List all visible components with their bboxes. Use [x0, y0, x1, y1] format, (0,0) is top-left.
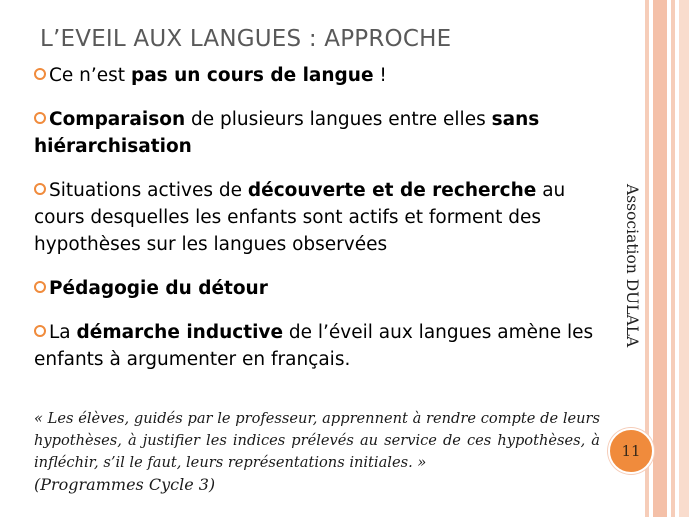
bullet-text-bold: découverte et de recherche [247, 180, 537, 201]
quote-text: « Les élèves, guidés par le professeur, apprennent à rendre compte de leurs hypothèses, à justifier les indices prélevés au service de ces hypothèses, à infléchir, s’il le faut, leurs représentations initiales. » [34, 410, 600, 471]
bullet-text-bold: Pédagogie du détour [49, 278, 268, 299]
bullet-item [34, 62, 604, 89]
circle-bullet-icon [34, 68, 46, 80]
circle-bullet-icon [34, 183, 46, 195]
quote-source: (Programmes Cycle 3) [34, 475, 216, 494]
bullet-text: Ce n’est [49, 65, 131, 86]
bullet-text: au cours desquelles les enfants sont actifs et forment des hypothèses sur les langues observées [34, 180, 566, 255]
bullet-item [34, 177, 604, 258]
slide-title: L’EVEIL AUX LANGUES : APPROCHE [40, 26, 452, 52]
bullet-text: ! [373, 65, 387, 86]
bullet-item [34, 106, 604, 160]
bullet-text: La [49, 322, 77, 343]
circle-bullet-icon [34, 112, 46, 124]
page-number-badge: 11 [608, 428, 654, 474]
bullet-text-bold: pas un cours de langue [130, 65, 374, 86]
quote-block [34, 408, 600, 496]
bullet-text: Situations actives de [49, 180, 248, 201]
side-label: Association DULALA [623, 184, 641, 348]
bullet-item [34, 319, 604, 373]
bullet-text-bold: sans hiérarchisation [34, 109, 540, 157]
bullet-item [34, 275, 604, 302]
bullet-list [34, 62, 604, 390]
bullet-text-bold: démarche inductive [76, 322, 284, 343]
bullet-text-bold: Comparaison [49, 109, 186, 130]
circle-bullet-icon [34, 325, 46, 337]
circle-bullet-icon [34, 281, 46, 293]
bullet-text: de l’éveil aux langues amène les enfants à argumenter en français. [34, 322, 594, 370]
bullet-text: de plusieurs langues entre elles [185, 109, 492, 130]
